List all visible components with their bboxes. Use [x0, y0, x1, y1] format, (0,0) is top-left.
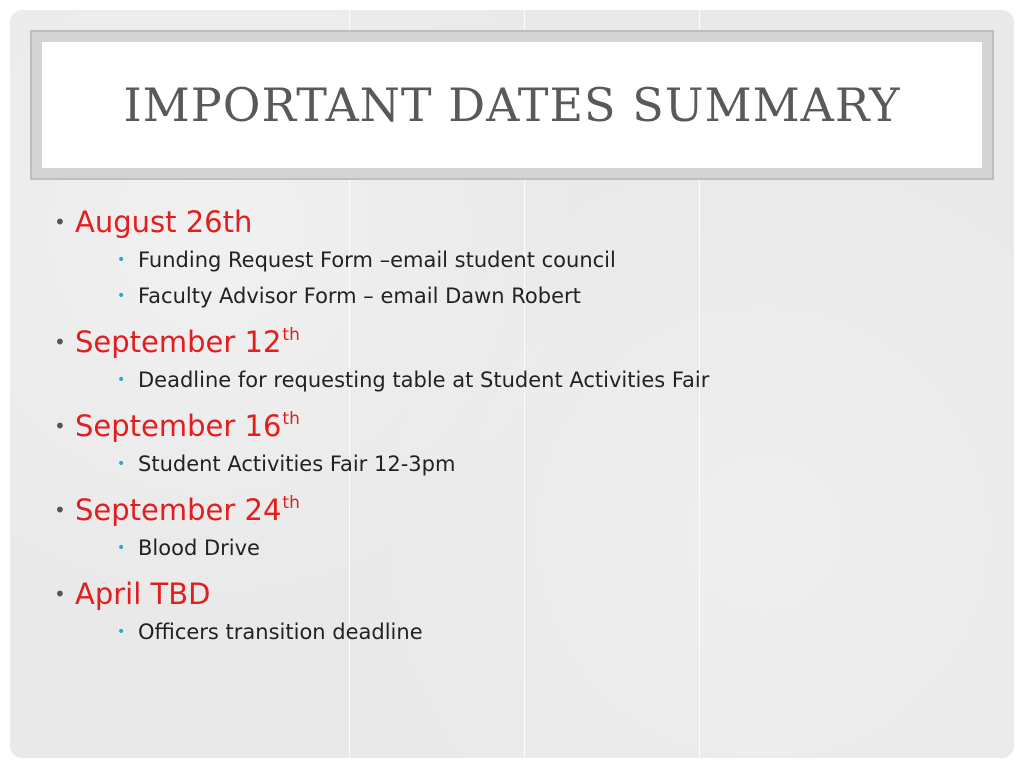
slide-title: IMPORTANT DATES SUMMARY [123, 78, 901, 132]
bullet-icon: • [117, 624, 126, 640]
date-group [50, 202, 970, 314]
sub-item-text: Officers transition deadline [138, 620, 423, 644]
sub-item [50, 362, 970, 398]
date-label: August 26th [75, 205, 253, 239]
date-item [50, 574, 970, 614]
sub-item-text: Blood Drive [138, 536, 260, 560]
bullet-icon: • [117, 540, 126, 556]
sub-item-text: Faculty Advisor Form – email Dawn Robert [138, 284, 581, 308]
date-group [50, 490, 970, 566]
bullet-icon: • [117, 372, 126, 388]
title-frame [30, 30, 994, 180]
bullet-icon: • [54, 210, 66, 234]
date-label: September 12 [75, 325, 282, 359]
sub-item [50, 530, 970, 566]
date-suffix: th [282, 493, 300, 513]
date-item [50, 406, 970, 446]
bullet-icon: • [117, 288, 126, 304]
sub-item-text: Deadline for requesting table at Student Activities Fair [138, 368, 710, 392]
date-label: September 16 [75, 409, 282, 443]
date-label: September 24 [75, 493, 282, 527]
sub-item-text: Student Activities Fair 12-3pm [138, 452, 456, 476]
sub-item [50, 614, 970, 650]
sub-item [50, 446, 970, 482]
bullet-icon: • [117, 456, 126, 472]
date-suffix: th [282, 325, 300, 345]
date-suffix: th [282, 409, 300, 429]
date-item [50, 322, 970, 362]
slide [10, 10, 1014, 758]
date-item [50, 202, 970, 242]
sub-item-text: Funding Request Form –email student council [138, 248, 616, 272]
date-list [50, 202, 970, 650]
bullet-icon: • [54, 330, 66, 354]
bullet-icon: • [54, 498, 66, 522]
bullet-icon: • [54, 582, 66, 606]
date-group [50, 406, 970, 482]
title-box [42, 42, 982, 168]
bullet-icon: • [54, 414, 66, 438]
sub-item [50, 242, 970, 278]
bullet-icon: • [117, 252, 126, 268]
sub-item [50, 278, 970, 314]
date-group [50, 322, 970, 398]
date-group [50, 574, 970, 650]
date-item [50, 490, 970, 530]
date-label: April TBD [75, 577, 211, 611]
